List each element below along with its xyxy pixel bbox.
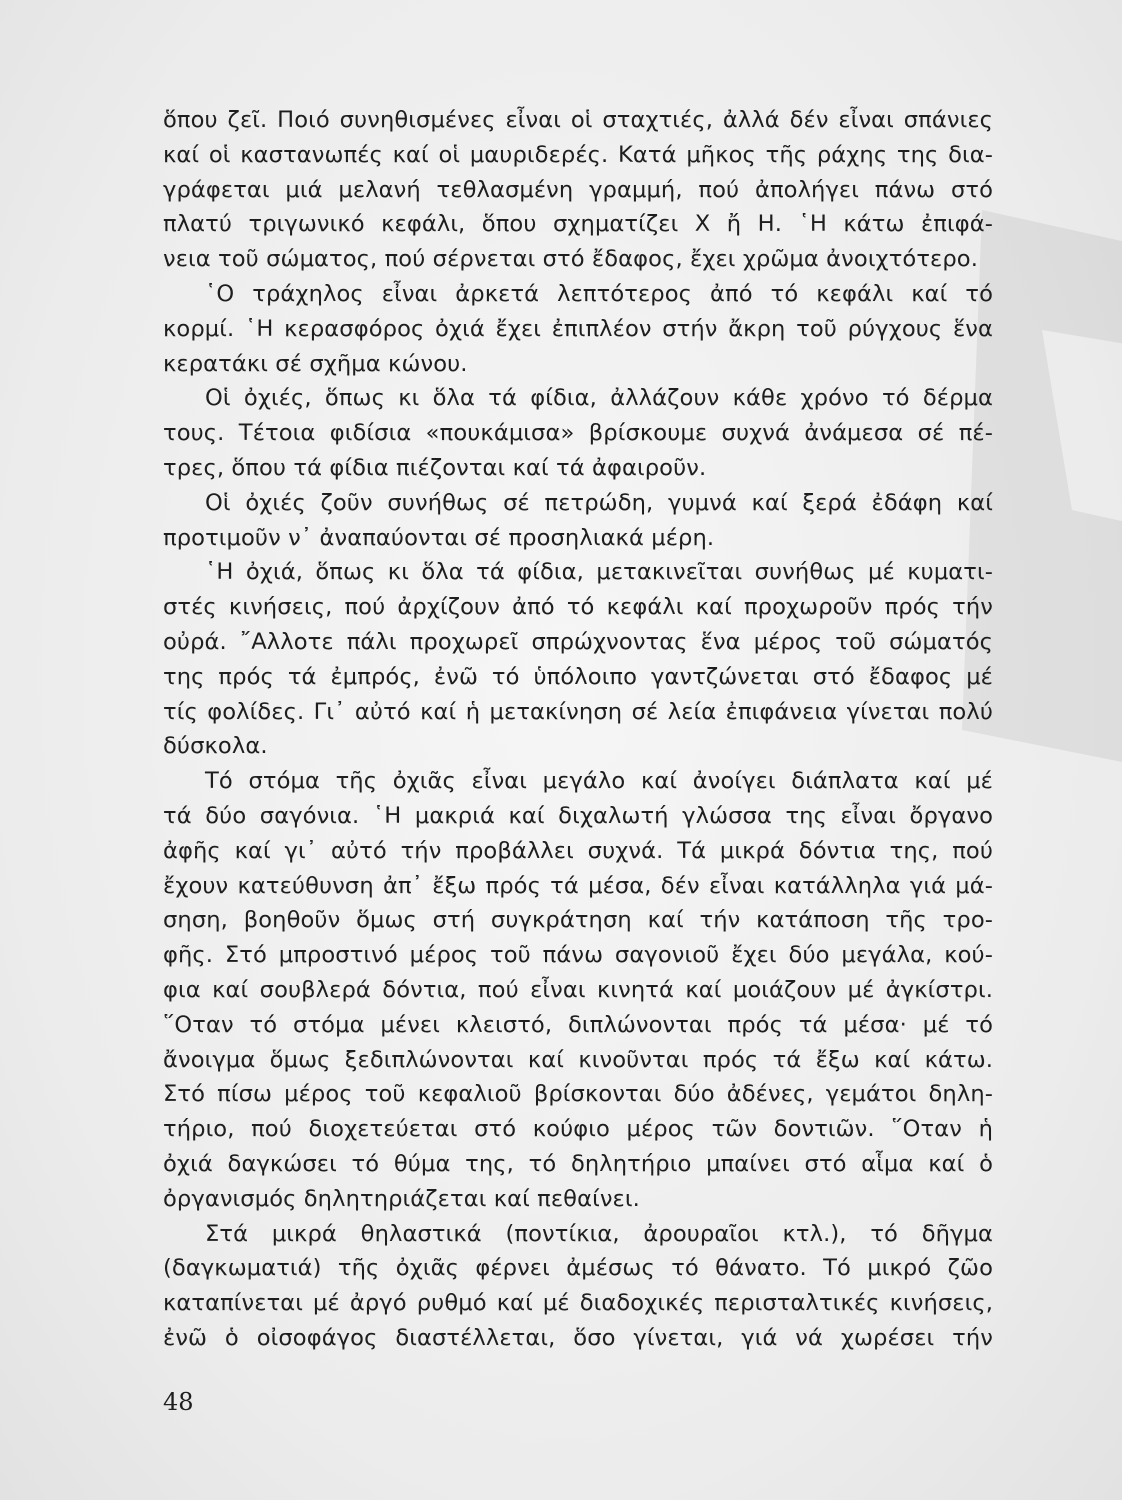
text-line: τρες, ὅπου τά φίδια πιέζονται καί τά ἀφαιροῦν. — [163, 454, 707, 481]
text-line: οὐρά. ῎Αλλοτε πάλι προχωρεῖ σπρώχνοντας ἕνα μέρος τοῦ σώματός — [163, 628, 993, 655]
paragraph — [163, 764, 993, 1216]
text-line: ὅπου ζεῖ. Ποιό συνηθισμένες εἶναι οἱ σταχτιές, ἀλλά δέν εἶναι σπάνιες — [163, 107, 993, 133]
text-line: Οἱ ὀχιές, ὅπως κι ὅλα τά φίδια, ἀλλάζουν κάθε χρόνο τό δέρμα — [205, 385, 993, 412]
paragraph — [163, 381, 993, 485]
text-line: ἔχουν κατεύθυνση ἀπ᾿ ἔξω πρός τά μέσα, δέν εἶναι κατάλληλα γιά μά- — [163, 872, 993, 899]
text-line: ὀργανισμός δηλητηριάζεται καί πεθαίνει. — [163, 1185, 640, 1212]
text-line: δύσκολα. — [163, 733, 268, 760]
text-line: ῾Ο τράχηλος εἶναι ἀρκετά λεπτότερος ἀπό τό κεφάλι καί τό — [205, 280, 993, 307]
text-line: φῆς. Στό μπροστινό μέρος τοῦ πάνω σαγονιοῦ ἔχει δύο μεγάλα, κού- — [163, 942, 993, 969]
text-line: Στό πίσω μέρος τοῦ κεφαλιοῦ βρίσκονται δύο ἀδένες, γεμάτοι δηλη- — [163, 1081, 993, 1108]
text-line: στές κινήσεις, πού ἀρχίζουν ἀπό τό κεφάλι καί προχωροῦν πρός τήν — [163, 594, 993, 621]
text-line: γράφεται μιά μελανή τεθλασμένη γραμμή, πού ἀπολήγει πάνω στό — [163, 176, 993, 203]
text-line: τά δύο σαγόνια. ῾Η μακριά καί διχαλωτή γλώσσα της εἶναι ὄργανο — [163, 802, 993, 829]
text-line: τήριο, πού διοχετεύεται στό κούφιο μέρος τῶν δοντιῶν. ῞Οταν ἡ — [163, 1116, 993, 1143]
text-line: Τό στόμα τῆς ὀχιᾶς εἶναι μεγάλο καί ἀνοίγει διάπλατα καί μέ — [205, 768, 993, 795]
text-line: καί οἱ καστανωπές καί οἱ μαυριδερές. Κατά μῆκος τῆς ράχης της δια- — [163, 141, 993, 168]
paragraph — [163, 1217, 993, 1356]
paragraph — [163, 103, 993, 277]
body-text — [163, 103, 993, 1356]
text-line: ἄνοιγμα ὅμως ξεδιπλώνονται καί κινοῦνται πρός τά ἔξω καί κάτω. — [163, 1046, 993, 1073]
text-line: κορμί. ῾Η κερασφόρος ὀχιά ἔχει ἐπιπλέον στήν ἄκρη τοῦ ρύγχους ἕνα — [163, 315, 993, 342]
text-line: ὀχιά δαγκώσει τό θύμα της, τό δηλητήριο μπαίνει στό αἷμα καί ὁ — [163, 1150, 993, 1177]
text-line: κερατάκι σέ σχῆμα κώνου. — [163, 350, 468, 377]
text-line: πλατύ τριγωνικό κεφάλι, ὅπου σχηματίζει Χ ἤ Η. ῾Η κάτω ἐπιφά- — [163, 211, 993, 238]
text-line: Οἱ ὀχιές ζοῦν συνήθως σέ πετρώδη, γυμνά καί ξερά ἐδάφη καί — [205, 489, 993, 516]
text-line: νεια τοῦ σώματος, πού σέρνεται στό ἔδαφος, ἔχει χρῶμα ἀνοιχτότερο. — [163, 246, 978, 273]
paragraph — [163, 555, 993, 764]
text-line: (δαγκωματιά) τῆς ὀχιᾶς φέρνει ἀμέσως τό θάνατο. Τό μικρό ζῶο — [163, 1255, 993, 1282]
text-line: ἐνῶ ὁ οἰσοφάγος διαστέλλεται, ὅσο γίνεται, γιά νά χωρέσει τήν — [163, 1324, 993, 1351]
text-line: σηση, βοηθοῦν ὅμως στή συγκράτηση καί τήν κατάποση τῆς τρο- — [163, 907, 993, 934]
text-line: τίς φολίδες. Γι᾿ αὐτό καί ἡ μετακίνηση σέ λεία ἐπιφάνεια γίνεται πολύ — [163, 698, 993, 725]
paragraph — [163, 486, 993, 556]
text-line: καταπίνεται μέ ἀργό ρυθμό καί μέ διαδοχικές περισταλτικές κινήσεις, — [163, 1290, 993, 1317]
text-line: ῞Οταν τό στόμα μένει κλειστό, διπλώνονται πρός τά μέσα· μέ τό — [163, 1011, 993, 1038]
text-line: προτιμοῦν ν᾿ ἀναπαύονται σέ προσηλιακά μέρη. — [163, 524, 715, 551]
text-line: Στά μικρά θηλαστικά (ποντίκια, ἀρουραῖοι κτλ.), τό δῆγμα — [205, 1220, 993, 1247]
text-line: ἀφῆς καί γι᾿ αὐτό τήν προβάλλει συχνά. Τά μικρά δόντια της, πού — [163, 837, 993, 864]
text-line: φια καί σουβλερά δόντια, πού εἶναι κινητά καί μοιάζουν μέ ἀγκίστρι. — [163, 976, 993, 1003]
text-line: της πρός τά ἐμπρός, ἐνῶ τό ὑπόλοιπο γαντζώνεται στό ἔδαφος μέ — [163, 663, 993, 690]
paragraph — [163, 277, 993, 381]
text-line: ῾Η ὀχιά, ὅπως κι ὅλα τά φίδια, μετακινεῖται συνήθως μέ κυματι- — [205, 559, 993, 586]
page-number: 48 — [163, 1388, 194, 1416]
text-line: τους. Τέτοια φιδίσια «πουκάμισα» βρίσκουμε συχνά ἀνάμεσα σέ πέ- — [163, 420, 993, 447]
